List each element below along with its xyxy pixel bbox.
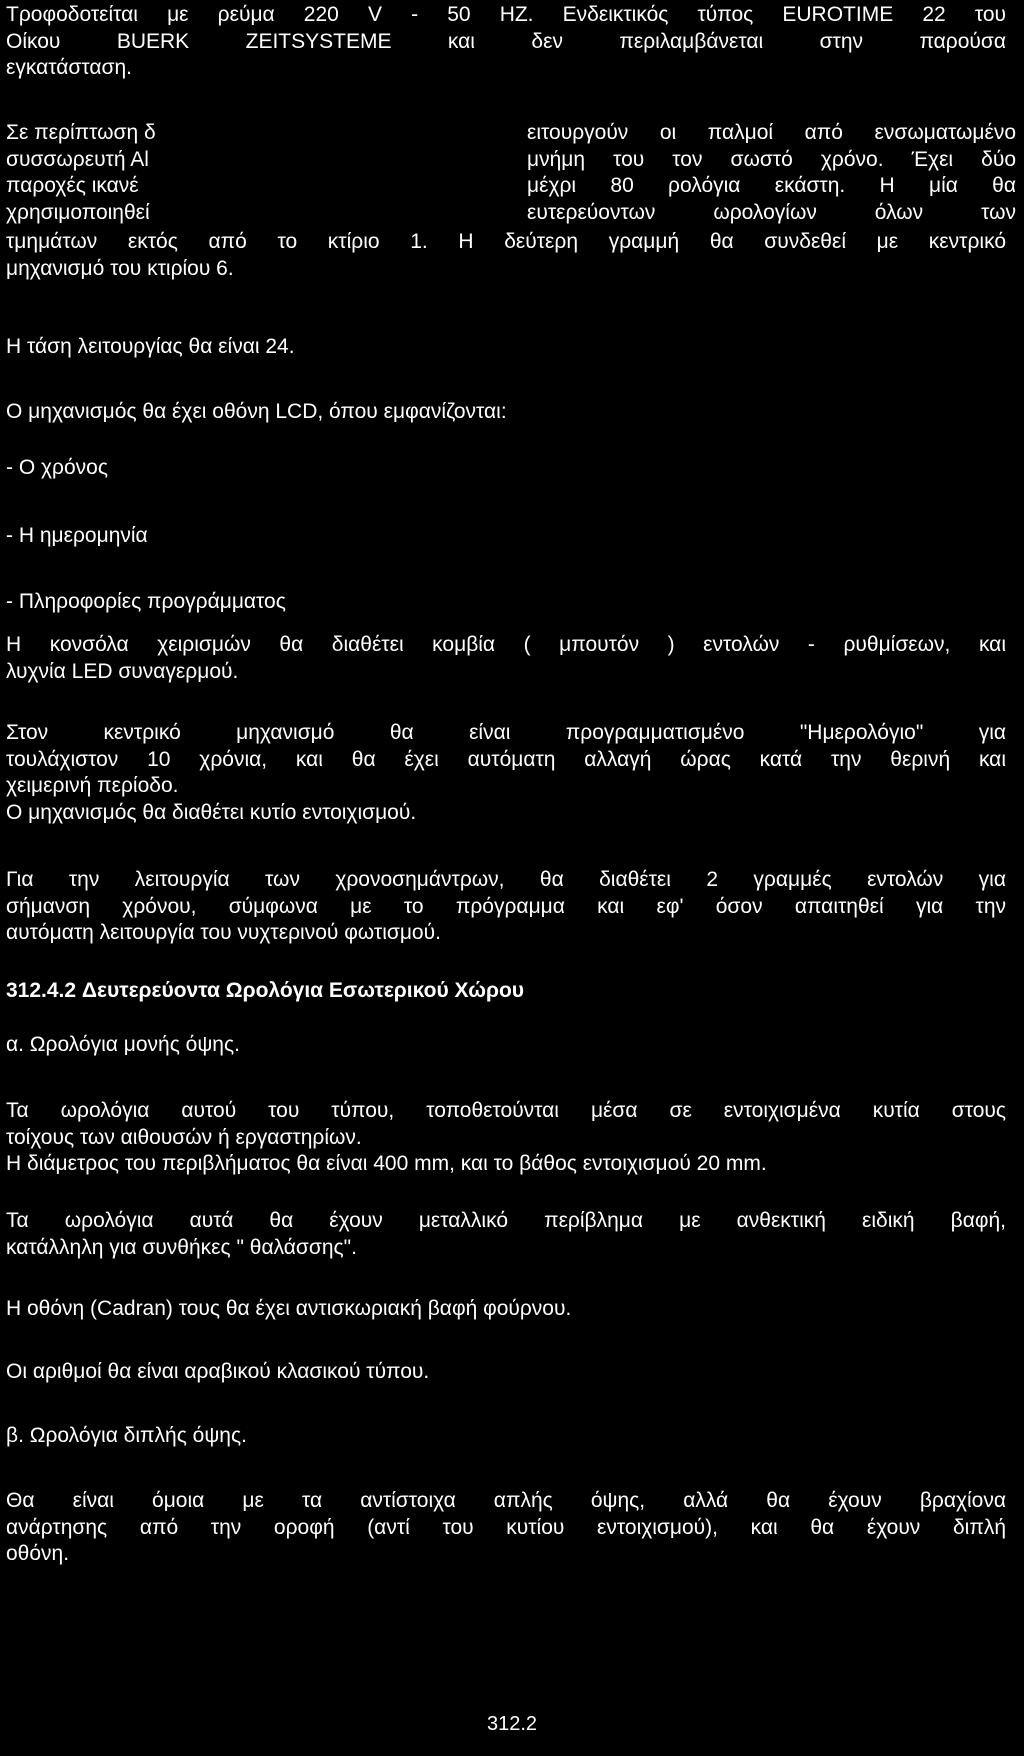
fragment-right-line-4: ευτερεύοντων ωρολογίων όλων των — [527, 200, 1016, 224]
a-p4-text: Οι αριθμοί θα είναι αραβικού κλασικού τύπου. — [6, 1360, 430, 1383]
fragment-left-line-1: Σε περίπτωση δ — [6, 121, 156, 144]
intro-line-1: Τροφοδοτείται με ρεύμα 220 V - 50 HZ. Ενδεικτικός τύπος EUROTIME 22 του — [6, 3, 1006, 26]
console-line-1: Η κονσόλα χειρισμών θα διαθέτει κομβία ( μπουτόν ) εντολών - ρυθμίσεων, και — [6, 633, 1006, 656]
bells-paragraph — [6, 867, 1006, 947]
lcd-item-time — [6, 455, 1006, 482]
fragmented-paragraph — [6, 120, 1016, 230]
subsection-a-paragraph-4 — [6, 1359, 1006, 1386]
fragment-tail-line-2: μηχανισμό του κτιρίου 6. — [6, 256, 234, 280]
fragment-left-line-2: συσσωρευτή Αl — [6, 147, 149, 171]
intro-paragraph — [6, 2, 1006, 82]
central-line-1: Στον κεντρικό μηχανισμό θα είναι προγραμματισμένο "Ημερολόγιο" για — [6, 721, 1006, 744]
fragment-right-column — [527, 120, 1016, 226]
central-line-4: Ο μηχανισμός θα διαθέτει κυτίο εντοιχισμού. — [6, 800, 417, 824]
voltage-paragraph — [6, 334, 1006, 361]
a-p1-line-1: Τα ωρολόγια αυτού του τύπου, τοποθετούνται μέσα σε εντοιχισμένα κυτία στους — [6, 1099, 1006, 1122]
console-line-2: λυχνία LED συναγερμού. — [6, 659, 239, 683]
lcd-intro-text: Ο μηχανισμός θα έχει οθόνη LCD, όπου εμφανίζονται: — [6, 400, 507, 423]
bells-line-1: Για την λειτουργία των χρονοσημάντρων, θα διαθέτει 2 γραμμές εντολών για — [6, 868, 1006, 891]
a-p1-line-2: τοίχους των αιθουσών ή εργαστηρίων. — [6, 1125, 362, 1149]
fragment-right-line-2: μνήμη του τον σωστό χρόνο. Έχει δύο — [527, 147, 1016, 171]
subsection-b-heading — [6, 1423, 1006, 1450]
b-p1-line-2: ανάρτησης από την οροφή (αντί του κυτίου εντοιχισμού), και θα έχουν διπλή — [6, 1515, 1006, 1539]
fragment-left-line-4: χρησιμοποιηθεί — [6, 200, 150, 224]
subsection-a-paragraph-3 — [6, 1296, 1006, 1323]
subsection-a-paragraph-2 — [6, 1208, 1006, 1261]
bells-line-2: σήμανση χρόνου, σύμφωνα με το πρόγραμμα και εφ' όσον απαιτηθεί για την — [6, 894, 1006, 918]
lcd-item-date — [6, 523, 1006, 550]
subsection-a-heading — [6, 1032, 1006, 1059]
fragment-left-line-3: παροχές ικανέ — [6, 174, 139, 197]
a-p2-line-1: Τα ωρολόγια αυτά θα έχουν μεταλλικό περίβλημα με ανθεκτική ειδική βαφή, — [6, 1209, 1006, 1232]
fragment-left-column — [6, 120, 346, 226]
subsection-a-paragraph-1 — [6, 1098, 1006, 1178]
subsection-b-title: β. Ωρολόγια διπλής όψης. — [6, 1424, 247, 1447]
section-heading — [6, 978, 1006, 1005]
bells-line-3: αυτόματη λειτουργία του νυχτερινού φωτισμού. — [6, 921, 441, 944]
lcd-item-time-text: - Ο χρόνος — [6, 456, 108, 479]
fragment-tail — [6, 229, 1006, 282]
central-line-3: χειμερινή περίοδο. — [6, 774, 179, 797]
central-paragraph — [6, 720, 1006, 826]
b-p1-line-1: Θα είναι όμοια με τα αντίστοιχα απλής όψης, αλλά θα έχουν βραχίονα — [6, 1489, 1006, 1512]
lcd-item-date-text: - Η ημερομηνία — [6, 524, 148, 547]
section-number: 312.4.2 — [6, 979, 77, 1002]
subsection-a-title: α. Ωρολόγια μονής όψης. — [6, 1033, 240, 1056]
lcd-intro-paragraph — [6, 399, 1006, 426]
voltage-text: Η τάση λειτουργίας θα είναι 24. — [6, 335, 295, 358]
b-p1-line-3: οθόνη. — [6, 1542, 70, 1565]
subsection-b-paragraph-1 — [6, 1488, 1006, 1568]
lcd-item-program — [6, 589, 1006, 616]
lcd-item-program-text: - Πληροφορίες προγράμματος — [6, 590, 286, 613]
console-paragraph — [6, 632, 1006, 685]
page-number: 312.2 — [486, 1713, 538, 1735]
fragment-right-line-1: ειτουργούν οι παλμοί από ενσωματωμένο — [527, 121, 1016, 144]
central-line-2: τουλάχιστον 10 χρόνια, και θα έχει αυτόματη αλλαγή ώρας κατά την θερινή και — [6, 747, 1006, 771]
fragment-right-line-3: μέχρι 80 ρολόγια εκάστη. Η μία θα — [527, 174, 1016, 197]
section-heading-line — [6, 978, 1006, 1005]
intro-line-2: Οίκου BUERK ZEITSYSTEME και δεν περιλαμβάνεται στην παρούσα — [6, 29, 1006, 53]
intro-line-3: εγκατάσταση. — [6, 56, 132, 79]
a-p3-text: Η οθόνη (Cadran) τους θα έχει αντισκωριακή βαφή φούρνου. — [6, 1297, 572, 1320]
a-p2-line-2: κατάλληλη για συνθήκες " θαλάσσης". — [6, 1235, 357, 1259]
section-title: Δευτερεύοντα Ωρολόγια Εσωτερικού Χώρου — [81, 979, 525, 1002]
fragment-tail-line-1: τμημάτων εκτός από το κτίριο 1. Η δεύτερη γραμμή θα συνδεθεί με κεντρικό — [6, 230, 1006, 253]
a-p1-line-3: Η διάμετρος του περιβλήματος θα είναι 400 mm, και το βάθος εντοιχισμού 20 mm. — [6, 1152, 767, 1175]
